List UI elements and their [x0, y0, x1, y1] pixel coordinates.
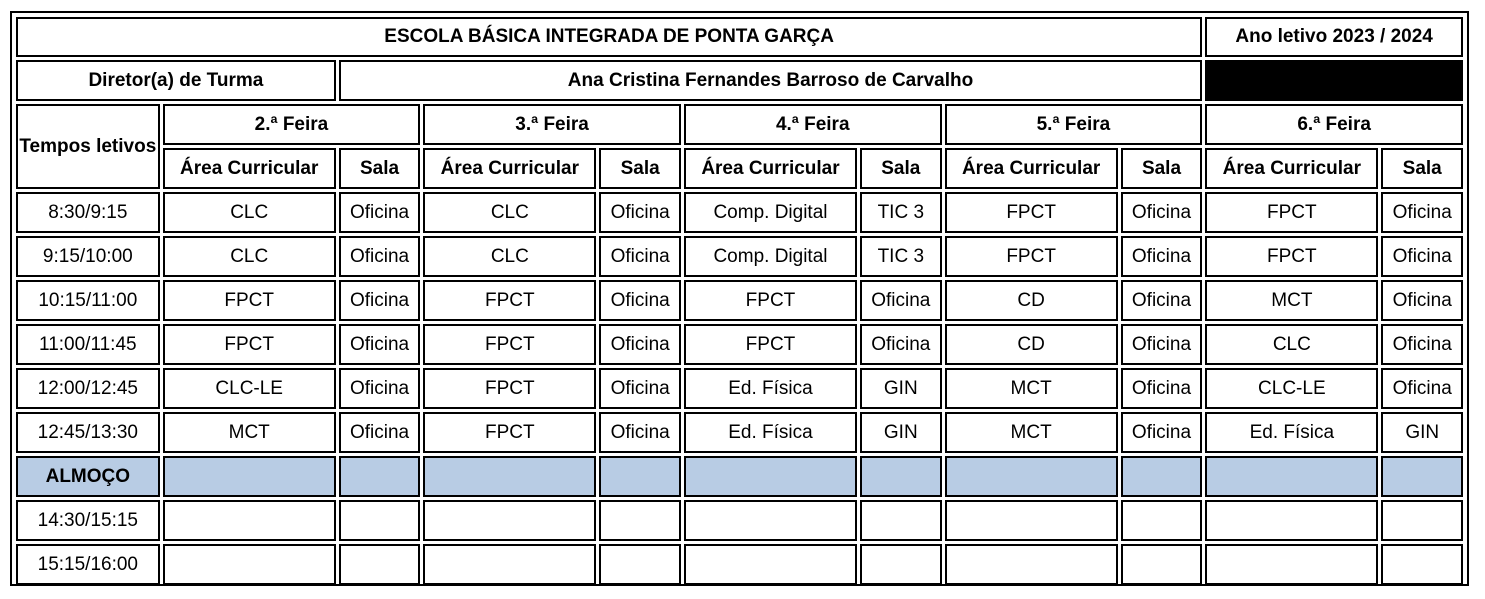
empty-cell [423, 500, 596, 541]
empty-cell [1205, 544, 1378, 585]
timetable [13, 14, 1466, 588]
room-cell: Oficina [599, 280, 680, 321]
empty-cell [1381, 544, 1463, 585]
room-cell: Oficina [1121, 324, 1203, 365]
room-cell: Oficina [339, 236, 420, 277]
time-slot: 12:45/13:30 [16, 412, 160, 453]
empty-cell [945, 544, 1118, 585]
room-header: Sala [339, 148, 420, 189]
time-slot: 11:00/11:45 [16, 324, 160, 365]
room-cell: Oficina [1121, 192, 1203, 233]
empty-cell [339, 456, 420, 497]
subject-cell: CLC [163, 236, 336, 277]
subject-cell: CLC-LE [163, 368, 336, 409]
subject-header: Área Curricular [945, 148, 1118, 189]
room-cell: TIC 3 [860, 236, 941, 277]
empty-cell [860, 500, 941, 541]
school-year: Ano letivo 2023 / 2024 [1205, 17, 1463, 57]
subject-cell: FPCT [945, 192, 1118, 233]
empty-cell [163, 544, 336, 585]
subject-header: Área Curricular [423, 148, 596, 189]
room-cell: Oficina [339, 324, 420, 365]
subject-cell: Comp. Digital [684, 236, 857, 277]
subject-cell: FPCT [423, 412, 596, 453]
day-header: 3.ª Feira [423, 104, 681, 145]
subject-cell: CLC [423, 236, 596, 277]
room-cell: TIC 3 [860, 192, 941, 233]
empty-cell [1381, 500, 1463, 541]
empty-cell [599, 456, 680, 497]
room-cell: Oficina [1121, 236, 1203, 277]
empty-cell [684, 544, 857, 585]
time-slot: 8:30/9:15 [16, 192, 160, 233]
subject-cell: CLC [163, 192, 336, 233]
subject-cell: Ed. Física [684, 368, 857, 409]
afternoon-row [16, 544, 1463, 585]
schedule-row [16, 412, 1463, 453]
empty-cell [339, 500, 420, 541]
empty-cell [1381, 456, 1463, 497]
lunch-label: ALMOÇO [16, 456, 160, 497]
time-slot: 12:00/12:45 [16, 368, 160, 409]
room-cell: Oficina [1381, 236, 1463, 277]
subject-header: Área Curricular [1205, 148, 1378, 189]
class-code: PP [1205, 60, 1463, 101]
room-cell: GIN [860, 412, 941, 453]
room-header: Sala [599, 148, 680, 189]
empty-cell [1121, 544, 1203, 585]
room-cell: Oficina [599, 236, 680, 277]
subject-cell: FPCT [684, 280, 857, 321]
empty-cell [163, 500, 336, 541]
empty-cell [163, 456, 336, 497]
room-header: Sala [1381, 148, 1463, 189]
room-cell: Oficina [339, 412, 420, 453]
subject-cell: MCT [163, 412, 336, 453]
empty-cell [860, 456, 941, 497]
schedule-row [16, 280, 1463, 321]
subject-cell: FPCT [163, 280, 336, 321]
subject-cell: FPCT [423, 324, 596, 365]
subject-cell: Ed. Física [684, 412, 857, 453]
subject-cell: FPCT [423, 368, 596, 409]
room-cell: Oficina [1121, 368, 1203, 409]
empty-cell [684, 456, 857, 497]
room-cell: Oficina [339, 280, 420, 321]
empty-cell [945, 500, 1118, 541]
sub-header-row [16, 148, 1463, 189]
time-slot: 10:15/11:00 [16, 280, 160, 321]
subject-cell: MCT [945, 368, 1118, 409]
empty-cell [684, 500, 857, 541]
empty-cell [1205, 456, 1378, 497]
subject-cell: Ed. Física [1205, 412, 1378, 453]
room-cell: Oficina [860, 324, 941, 365]
empty-cell [339, 544, 420, 585]
empty-cell [1121, 500, 1203, 541]
subject-header: Área Curricular [684, 148, 857, 189]
subject-cell: Comp. Digital [684, 192, 857, 233]
empty-cell [599, 544, 680, 585]
room-cell: Oficina [860, 280, 941, 321]
time-slot: 9:15/10:00 [16, 236, 160, 277]
time-column-header: Tempos letivos [16, 104, 160, 189]
schedule-row [16, 324, 1463, 365]
empty-cell [423, 544, 596, 585]
subject-cell: CLC [423, 192, 596, 233]
empty-cell [599, 500, 680, 541]
schedule-row [16, 192, 1463, 233]
director-name: Ana Cristina Fernandes Barroso de Carvalho [339, 60, 1202, 101]
day-header: 5.ª Feira [945, 104, 1203, 145]
empty-cell [860, 544, 941, 585]
room-cell: Oficina [339, 192, 420, 233]
empty-cell [1121, 456, 1203, 497]
director-row [16, 60, 1463, 101]
day-header: 6.ª Feira [1205, 104, 1463, 145]
subject-cell: CD [945, 280, 1118, 321]
afternoon-row [16, 500, 1463, 541]
room-cell: Oficina [1381, 368, 1463, 409]
subject-cell: MCT [945, 412, 1118, 453]
room-cell: GIN [1381, 412, 1463, 453]
room-header: Sala [1121, 148, 1203, 189]
day-header: 4.ª Feira [684, 104, 942, 145]
empty-cell [1205, 500, 1378, 541]
subject-cell: FPCT [945, 236, 1118, 277]
time-slot: 15:15/16:00 [16, 544, 160, 585]
schedule-row [16, 236, 1463, 277]
empty-cell [945, 456, 1118, 497]
room-header: Sala [860, 148, 941, 189]
room-cell: Oficina [599, 192, 680, 233]
subject-cell: FPCT [163, 324, 336, 365]
room-cell: Oficina [1381, 280, 1463, 321]
subject-cell: FPCT [1205, 236, 1378, 277]
subject-cell: FPCT [423, 280, 596, 321]
room-cell: Oficina [1121, 280, 1203, 321]
director-label: Diretor(a) de Turma [16, 60, 336, 101]
subject-cell: FPCT [1205, 192, 1378, 233]
room-cell: Oficina [1381, 324, 1463, 365]
day-header-row [16, 104, 1463, 145]
subject-cell: CD [945, 324, 1118, 365]
empty-cell [423, 456, 596, 497]
room-cell: Oficina [599, 324, 680, 365]
subject-cell: FPCT [684, 324, 857, 365]
room-cell: Oficina [599, 368, 680, 409]
lunch-row [16, 456, 1463, 497]
room-cell: GIN [860, 368, 941, 409]
room-cell: Oficina [339, 368, 420, 409]
room-cell: Oficina [1121, 412, 1203, 453]
title-row [16, 17, 1463, 57]
subject-cell: CLC [1205, 324, 1378, 365]
subject-header: Área Curricular [163, 148, 336, 189]
timetable-sheet [10, 11, 1469, 586]
day-header: 2.ª Feira [163, 104, 421, 145]
time-slot: 14:30/15:15 [16, 500, 160, 541]
schedule-row [16, 368, 1463, 409]
subject-cell: MCT [1205, 280, 1378, 321]
room-cell: Oficina [599, 412, 680, 453]
school-name: ESCOLA BÁSICA INTEGRADA DE PONTA GARÇA [16, 17, 1202, 57]
subject-cell: CLC-LE [1205, 368, 1378, 409]
room-cell: Oficina [1381, 192, 1463, 233]
